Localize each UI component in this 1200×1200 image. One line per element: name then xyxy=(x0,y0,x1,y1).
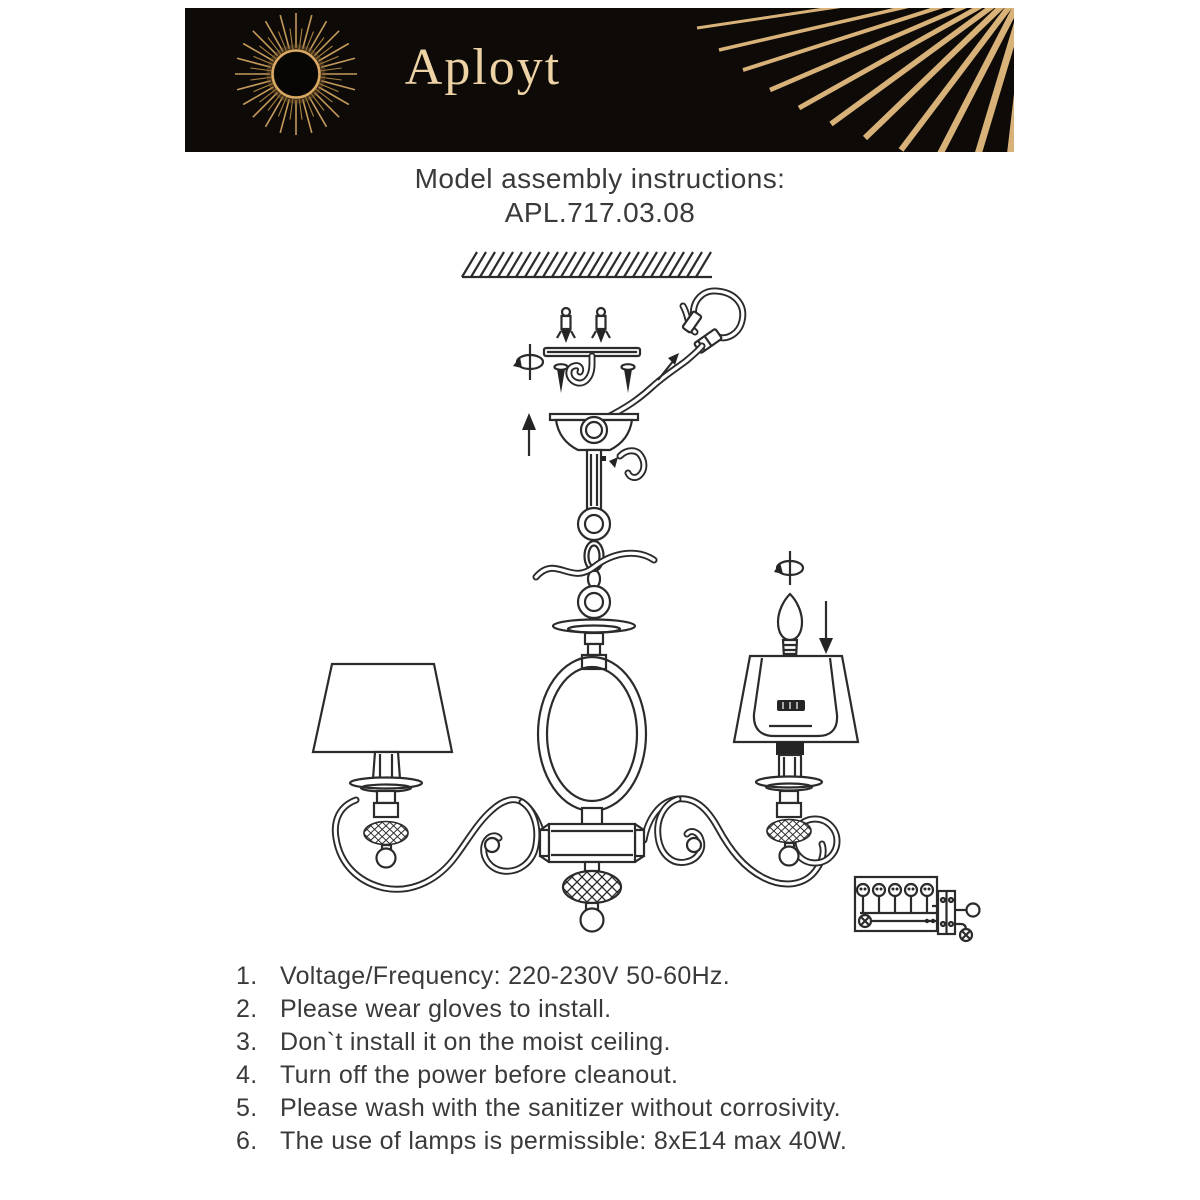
sunburst-logo-icon xyxy=(235,13,357,135)
oval-frame xyxy=(538,657,646,826)
brand-banner xyxy=(185,8,1014,152)
right-lampshade xyxy=(734,656,858,742)
item-text: Turn off the power before cleanout. xyxy=(280,1061,679,1089)
instruction-item xyxy=(230,993,847,1026)
gold-rays-decoration xyxy=(697,8,1014,152)
item-number: 5. xyxy=(236,1094,258,1122)
brand-name: Aployt xyxy=(404,39,562,96)
screw xyxy=(555,364,568,393)
item-number: 4. xyxy=(236,1061,258,1089)
socket-label xyxy=(777,700,805,711)
anchor-bolts xyxy=(557,308,610,343)
item-text: Don`t install it on the moist ceiling. xyxy=(280,1028,671,1056)
hook-tool-icon xyxy=(601,451,644,478)
left-lampshade xyxy=(313,664,452,752)
item-text: Please wear gloves to install. xyxy=(280,995,612,1023)
item-text: Please wash with the sanitizer without corrosivity. xyxy=(280,1094,841,1122)
up-arrow-icon xyxy=(522,413,536,456)
model-number: APL.717.03.08 xyxy=(504,197,696,228)
item-text: The use of lamps is permissible: 8xE14 max 40W. xyxy=(280,1127,848,1155)
item-text: Voltage/Frequency: 220-230V 50-60Hz. xyxy=(280,962,730,990)
screw xyxy=(622,364,635,393)
instruction-item xyxy=(230,1125,847,1158)
hanging-rod xyxy=(587,450,601,510)
down-arrow-icon xyxy=(819,601,833,654)
chain-assembly xyxy=(536,508,654,618)
assembly-diagram xyxy=(0,240,1200,970)
right-arm xyxy=(644,799,837,884)
banner-decoration xyxy=(185,8,1014,152)
terminal-block xyxy=(855,877,980,941)
ceiling-hatch xyxy=(462,252,712,277)
right-candle xyxy=(734,551,858,866)
item-number: 2. xyxy=(236,995,258,1023)
item-number: 1. xyxy=(236,962,258,990)
instruction-item xyxy=(230,1059,847,1092)
upper-bobeche xyxy=(553,620,635,670)
instruction-item xyxy=(230,960,847,993)
instruction-list xyxy=(230,960,847,1158)
center-hub xyxy=(540,824,644,862)
item-number: 6. xyxy=(236,1127,258,1155)
page-title: Model assembly instructions: xyxy=(414,163,786,194)
center-finial xyxy=(542,862,642,932)
left-arm xyxy=(335,800,549,890)
candle-bulb xyxy=(778,594,802,658)
rotate-icon xyxy=(513,344,543,380)
canopy xyxy=(550,414,638,450)
instruction-item xyxy=(230,1026,847,1059)
rotate-icon xyxy=(774,551,803,585)
item-number: 3. xyxy=(236,1028,258,1056)
mounting-bar-hook xyxy=(544,348,640,393)
instruction-item xyxy=(230,1092,847,1125)
